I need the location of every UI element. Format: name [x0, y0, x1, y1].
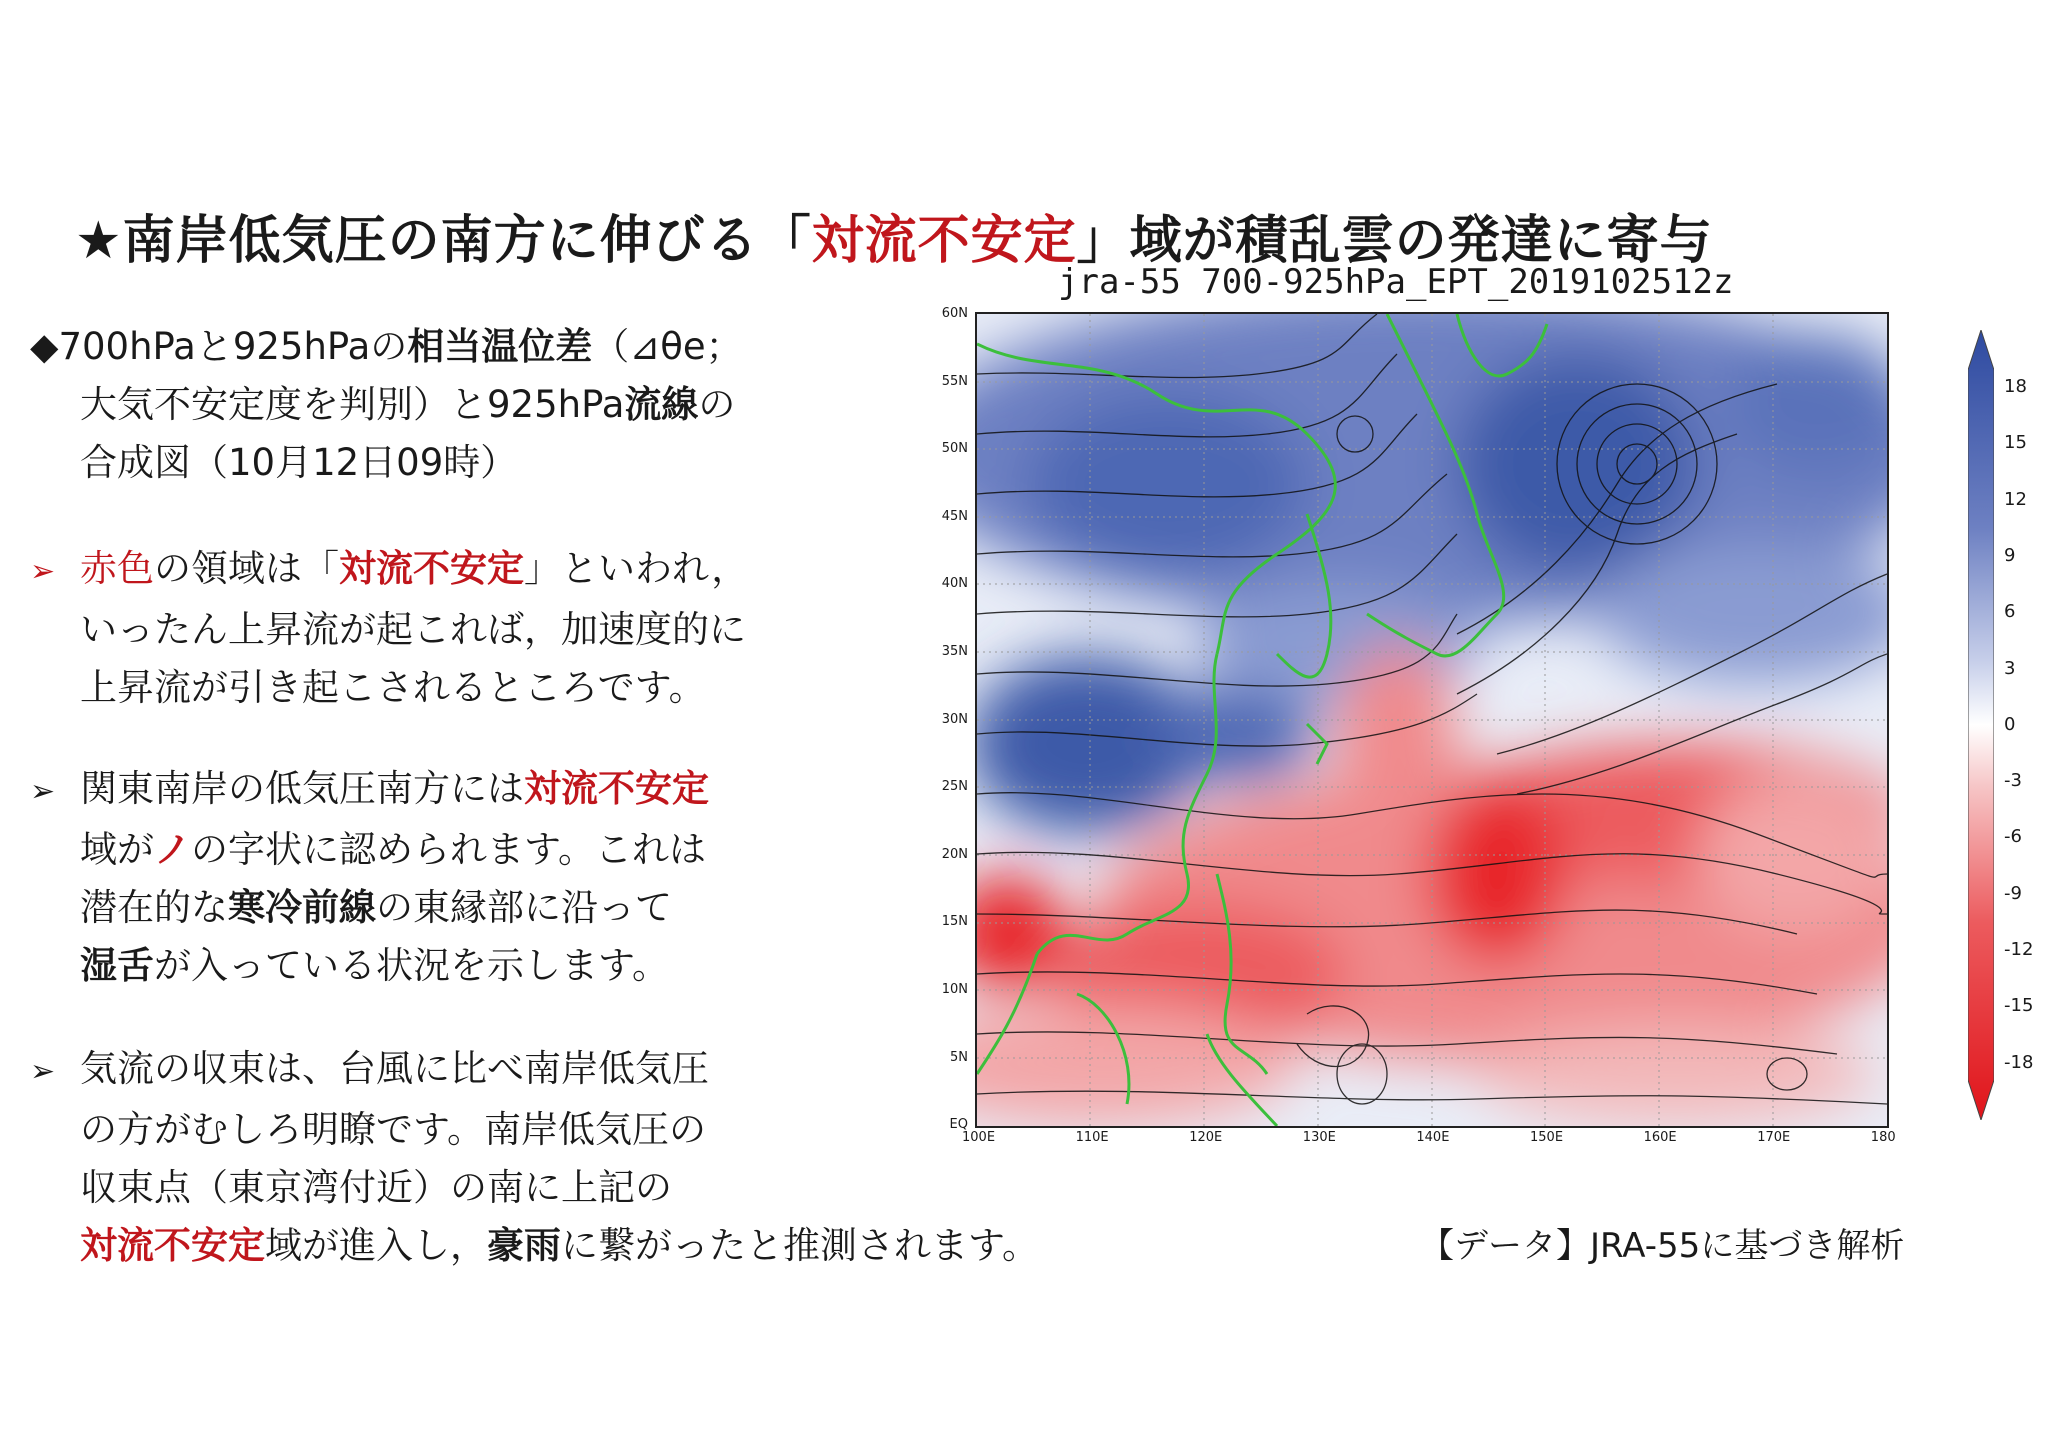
lat-label: 45N — [941, 508, 968, 524]
map-title: jra-55 700-925hPa_EPT_2019102512z — [1058, 262, 1734, 302]
map-image — [977, 314, 1887, 1126]
lat-label: 15N — [941, 914, 968, 930]
lat-label: EQ — [949, 1117, 968, 1133]
lat-label: 55N — [941, 373, 968, 389]
lat-label: 25N — [941, 779, 968, 795]
colorbar-tick-label: -15 — [2004, 995, 2034, 1017]
arrow-bullet-icon: ➢ — [30, 774, 56, 809]
ept-streamline-map — [975, 312, 1889, 1128]
colorbar-tick-label: -12 — [2004, 939, 2034, 960]
arrow-bullet-icon: ➢ — [30, 1054, 56, 1089]
page-title: ★南岸低気圧の南方に伸びる「対流不安定」域が積乱雲の発達に寄与 — [75, 211, 1713, 271]
intro-text: ◆700hPaと925hPaの相当温位差（⊿θe； 大気不安定度を判別）と925hPa流線の 合成図（10月12日09時） — [30, 325, 743, 484]
bullet-unstable-region: ➢ 赤色の領域は「対流不安定」といわれ， いったん上昇流が起これば，加速度的に 上昇流が引き起こされるところです。 — [30, 540, 748, 717]
colorbar-tick-label: -6 — [2004, 826, 2022, 848]
colorbar-tick-label: 0 — [2004, 713, 2016, 735]
lat-label: 5N — [950, 1049, 968, 1065]
colorbar-tick-label: -3 — [2004, 770, 2022, 792]
data-source: 【データ】JRA-55に基づき解析 — [1420, 1226, 1905, 1266]
lon-label: 140E — [1416, 1130, 1450, 1145]
colorbar-tick-label: 12 — [2004, 488, 2027, 510]
arrow-bullet-icon: ➢ — [30, 554, 56, 589]
colorbar — [1968, 330, 1994, 1120]
lon-label: 170E — [1757, 1130, 1791, 1145]
lon-label: 100E — [962, 1130, 996, 1145]
colorbar-tick-label: -18 — [2004, 1051, 2034, 1073]
lat-label: 40N — [941, 576, 968, 592]
title-highlight: 対流不安定 — [811, 211, 1077, 271]
colorbar-tick-label: 18 — [2004, 376, 2027, 397]
bullet-kanto-south: ➢ 関東南岸の低気圧南方には対流不安定 域がノの字状に認められます。これは 潜在的な寒冷前線の東縁部に沿って 湿舌が入っている状況を示します。 — [30, 760, 709, 995]
colorbar-tick-label: 15 — [2004, 432, 2027, 454]
colorbar-tick-label: 6 — [2004, 601, 2016, 623]
colorbar-tick-label: 9 — [2004, 544, 2016, 566]
lon-label: 180 — [1870, 1130, 1896, 1145]
lat-label: 10N — [941, 982, 968, 997]
lat-label: 35N — [941, 644, 968, 659]
colorbar-tick-label: 3 — [2004, 657, 2016, 679]
lat-label: 20N — [941, 846, 968, 862]
colorbar-tick-label: -9 — [2004, 882, 2022, 904]
lon-label: 160E — [1643, 1130, 1677, 1145]
lon-label: 110E — [1075, 1130, 1109, 1145]
lat-label: 30N — [941, 711, 968, 727]
lon-label: 150E — [1530, 1130, 1564, 1145]
lat-label: 50N — [941, 441, 968, 457]
lat-label: 60N — [941, 306, 968, 321]
lon-label: 120E — [1189, 1130, 1223, 1145]
bullet-convergence: ➢ 気流の収束は、台風に比べ南岸低気圧 の方がむしろ明瞭です。南岸低気圧の 収束点（東京湾付近）の南に上記の 対流不安定域が進入し，豪雨に繋がったと推測されます。 — [30, 1040, 1039, 1275]
lon-label: 130E — [1302, 1130, 1336, 1145]
